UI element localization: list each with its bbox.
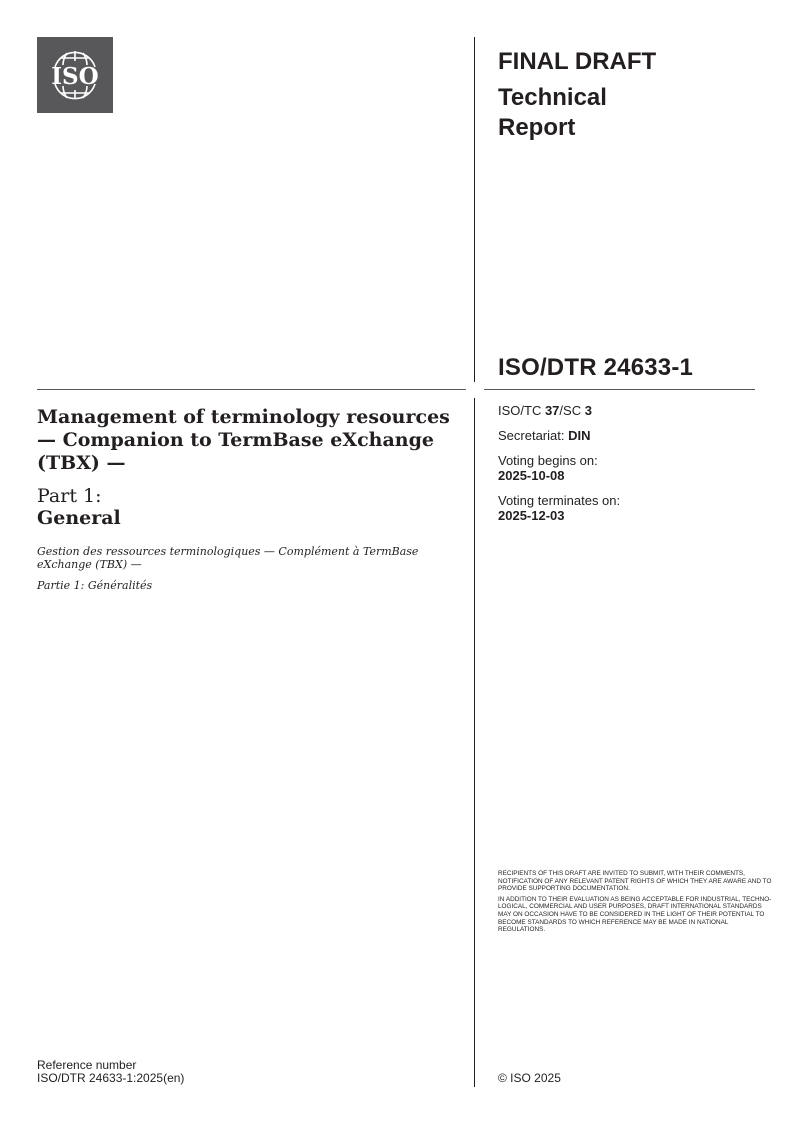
doc-type-line2: Report bbox=[498, 114, 576, 141]
vertical-divider bbox=[474, 37, 475, 1087]
part-label: Part 1: bbox=[37, 485, 102, 507]
svg-text:ISO: ISO bbox=[51, 63, 99, 90]
french-title: Gestion des ressources terminologiques — Complément à TermBase eXchange (TBX) — bbox=[37, 545, 419, 571]
tc-number: 37 bbox=[544, 403, 560, 418]
draft-notice bbox=[498, 870, 773, 937]
committee-prefix: ISO/TC bbox=[498, 403, 545, 418]
voting-terminates bbox=[498, 493, 620, 523]
main-title: Management of terminology resources — Companion to TermBase eXchange (TBX) — bbox=[37, 406, 450, 474]
document-number: ISO/DTR 24633-1 bbox=[498, 354, 694, 381]
voting-terminates-label: Voting terminates on: bbox=[498, 493, 621, 508]
secretariat bbox=[498, 428, 620, 443]
reference-block bbox=[37, 1059, 184, 1085]
voting-begins-date: 2025-10-08 bbox=[498, 468, 565, 483]
doc-type-line1: Technical bbox=[498, 84, 607, 111]
sc-number: 3 bbox=[584, 403, 592, 418]
title-block bbox=[37, 406, 457, 592]
draft-status: FINAL DRAFT bbox=[498, 48, 657, 75]
number-rule bbox=[484, 389, 755, 390]
part-title: General bbox=[37, 507, 121, 529]
voting-begins bbox=[498, 453, 620, 483]
voting-terminates-date: 2025-12-03 bbox=[498, 508, 565, 523]
sc-prefix: /SC bbox=[559, 403, 585, 418]
notice-paragraph-2: IN ADDITION TO THEIR EVALUATION AS BEING ACCEPTABLE FOR INDUSTRIAL, TECHNO-LOGICAL, COMMERCIAL AND USER PURPOSES, DRAFT INTERNATIONAL STANDARDS MAY ON OCCASION HAVE TO BE CONSIDERED IN THE LIGHT OF THEIR POTENTIAL TO BECOME STANDARDS TO WHICH REFERENCE MAY BE MADE IN NATIONAL REGULATIONS. bbox=[498, 895, 772, 934]
copyright: © ISO 2025 bbox=[498, 1071, 561, 1085]
iso-logo bbox=[37, 37, 113, 113]
notice-paragraph-1: RECIPIENTS OF THIS DRAFT ARE INVITED TO SUBMIT, WITH THEIR COMMENTS, NOTIFICATION OF ANY RELEVANT PATENT RIGHTS OF WHICH THEY ARE AWARE AND TO PROVIDE SUPPORTING DOCUMENTATION. bbox=[498, 870, 772, 893]
document-metadata bbox=[498, 403, 620, 533]
divider-gap bbox=[470, 382, 479, 398]
secretariat-value: DIN bbox=[568, 428, 591, 443]
voting-begins-label: Voting begins on: bbox=[498, 453, 598, 468]
title-rule bbox=[37, 389, 466, 390]
document-type-block bbox=[498, 47, 656, 143]
french-part-title: Partie 1: Généralités bbox=[37, 579, 153, 592]
committee bbox=[498, 403, 620, 418]
secretariat-label: Secretariat: bbox=[498, 428, 569, 443]
reference-label: Reference number bbox=[37, 1058, 137, 1072]
iso-globe-logo-icon bbox=[37, 37, 113, 113]
reference-number: ISO/DTR 24633-1:2025(en) bbox=[37, 1071, 185, 1085]
